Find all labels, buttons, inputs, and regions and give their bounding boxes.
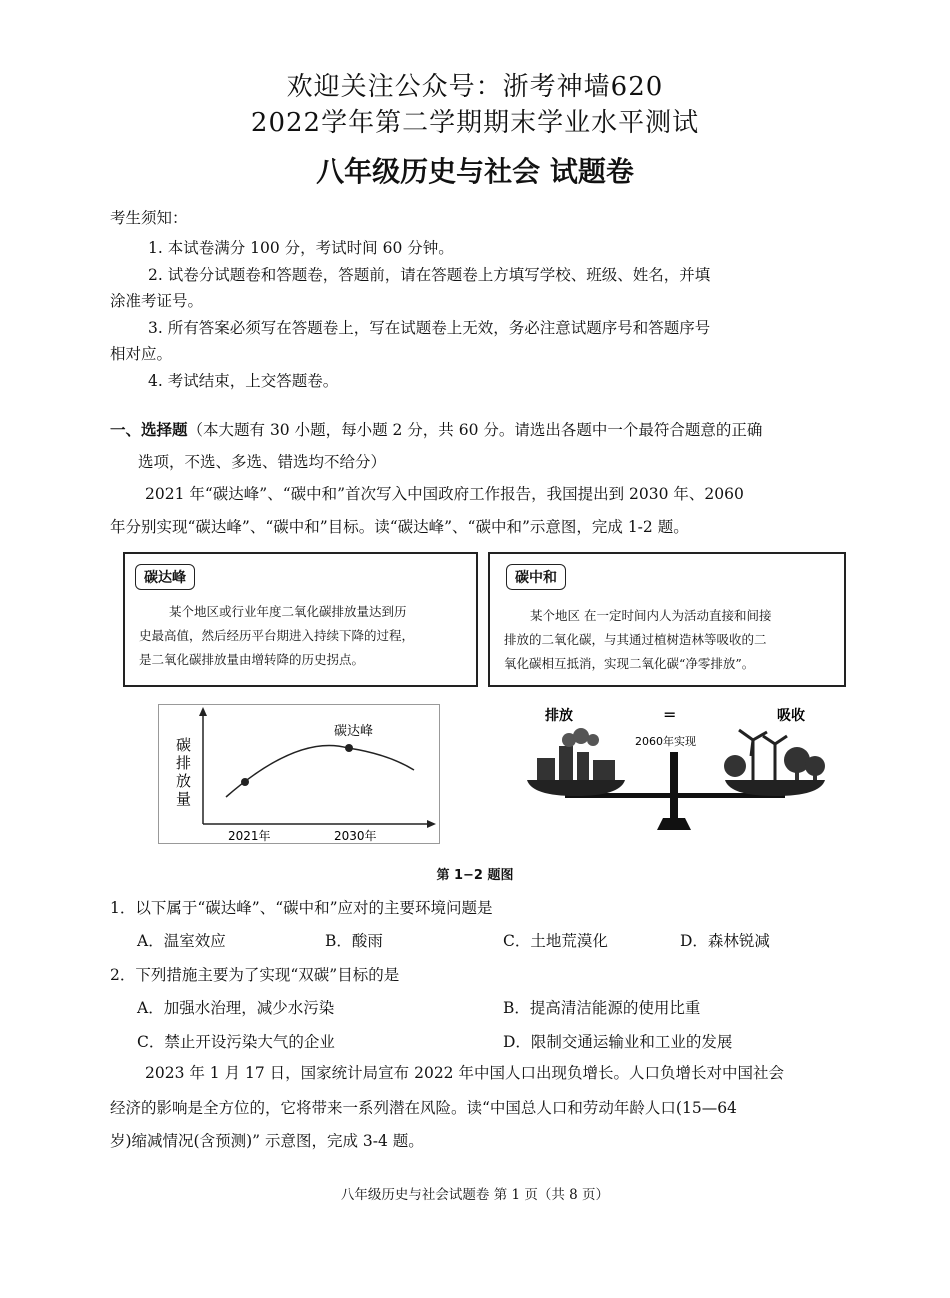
question-2-stem: 2．下列措施主要为了实现“双碳”目标的是: [110, 966, 400, 984]
absorption-label: 吸收: [777, 708, 805, 724]
carbon-peak-curve: [158, 704, 440, 844]
box-text: 某个地区 在一定时间内人为活动直接和间接: [530, 608, 772, 623]
x-tick-2021: 2021年: [228, 829, 271, 843]
page-footer: 八年级历史与社会试题卷 第 1 页（共 8 页）: [340, 1187, 610, 1203]
building-icon: [593, 760, 615, 780]
scale-base: [657, 818, 691, 830]
chart-frame: [159, 705, 440, 844]
x-tick-2030: 2030年: [334, 829, 377, 843]
emission-label: 排放: [545, 708, 573, 724]
notice-item: 涂准考证号。: [110, 292, 204, 310]
q1-option-b: B．酸雨: [325, 932, 383, 950]
section-desc: （本大题有 30 小题，每小题 2 分，共 60 分。请选出各题中一个最符合题意的正确: [187, 421, 763, 439]
section-title: 一、选择题: [110, 421, 188, 439]
point-2030: [345, 744, 353, 752]
carbon-peak-box: [123, 552, 478, 687]
q2-option-c: C．禁止开设污染大气的企业: [137, 1033, 335, 1051]
tree-icon: [724, 755, 746, 777]
q1-option-c: C．土地荒漠化: [503, 932, 608, 950]
box-text: 史最高值，然后经历平台期进入持续下降的过程，: [139, 628, 415, 643]
y-label-char: 放: [176, 772, 192, 790]
box-text: 排放的二氧化碳，与其通过植树造林等吸收的二: [504, 632, 767, 647]
carbon-peak-tag: 碳达峰: [135, 564, 195, 590]
exam-name: 2022学年第二学期期末学业水平测试: [250, 108, 700, 138]
smoke-icon: [587, 734, 599, 746]
factory-icon: [537, 758, 555, 780]
notice-item: 2. 试卷分试题卷和答题卷，答题前，请在答题卷上方填写学校、班级、姓名，并填: [148, 266, 711, 284]
q1-option-a: A．温室效应: [137, 932, 226, 950]
notice-item: 4. 考试结束，上交答题卷。: [148, 372, 339, 390]
y-label-char: 排: [176, 754, 192, 772]
notice-item: 相对应。: [110, 345, 173, 363]
section-heading: [110, 418, 762, 440]
smoke-icon: [573, 728, 589, 744]
equals-sign: =: [663, 705, 677, 724]
page-title: 八年级历史与社会 试题卷: [316, 155, 634, 188]
figure-caption: 第 1−2 题图: [436, 868, 514, 883]
chimney-icon: [577, 752, 589, 780]
passage-text: 岁)缩减情况(含预测)” 示意图，完成 3-4 题。: [110, 1132, 424, 1150]
passage-text: 2023 年 1 月 17 日，国家统计局宣布 2022 年中国人口出现负增长。人口负增长对中国社会: [145, 1064, 784, 1082]
notice-item: 3. 所有答案必须写在答题卷上，写在试题卷上无效，务必注意试题序号和答题序号: [148, 319, 711, 337]
passage-text: 经济的影响是全方位的，它将带来一系列潜在风险。读“中国总人口和劳动年龄人口(15—64: [110, 1099, 737, 1117]
intro-text: 年分别实现“碳达峰”、“碳中和”目标。读“碳达峰”、“碳中和”示意图，完成 1-2 题。: [110, 518, 689, 536]
header-line-1: 欢迎关注公众号：浙考神墙620: [286, 72, 664, 102]
box-text: 是二氧化碳排放量由增转降的历史拐点。: [139, 652, 365, 667]
notice-item: 1. 本试卷满分 100 分，考试时间 60 分钟。: [148, 239, 454, 257]
section-desc-cont: 选项，不选、多选、错选均不给分）: [138, 453, 387, 471]
scale-post: [670, 752, 678, 822]
chimney-icon: [559, 746, 573, 780]
box-text: 氧化碳相互抵消，实现二氧化碳“净零排放”。: [504, 656, 755, 671]
q2-option-b: B．提高清洁能源的使用比重: [503, 999, 701, 1017]
peak-label: 碳达峰: [334, 724, 374, 739]
y-label-char: 碳: [176, 736, 192, 754]
carbon-neutral-tag: 碳中和: [506, 564, 566, 590]
carbon-neutral-box: [488, 552, 846, 687]
notice-heading: 考生须知：: [110, 209, 188, 227]
balance-scale: [525, 700, 865, 835]
y-label-char: 量: [176, 790, 192, 808]
point-2021: [241, 778, 249, 786]
year-note: 2060年实现: [635, 735, 696, 748]
q2-option-d: D．限制交通运输业和工业的发展: [503, 1033, 733, 1051]
q1-option-d: D．森林锐减: [680, 932, 770, 950]
box-text: 某个地区或行业年度二氧化碳排放量达到历: [169, 604, 407, 619]
question-1-stem: 1．以下属于“碳达峰”、“碳中和”应对的主要环境问题是: [110, 899, 493, 917]
q2-option-a: A．加强水治理，减少水污染: [137, 999, 335, 1017]
intro-text: 2021 年“碳达峰”、“碳中和”首次写入中国政府工作报告，我国提出到 2030 年、2060: [145, 485, 744, 503]
